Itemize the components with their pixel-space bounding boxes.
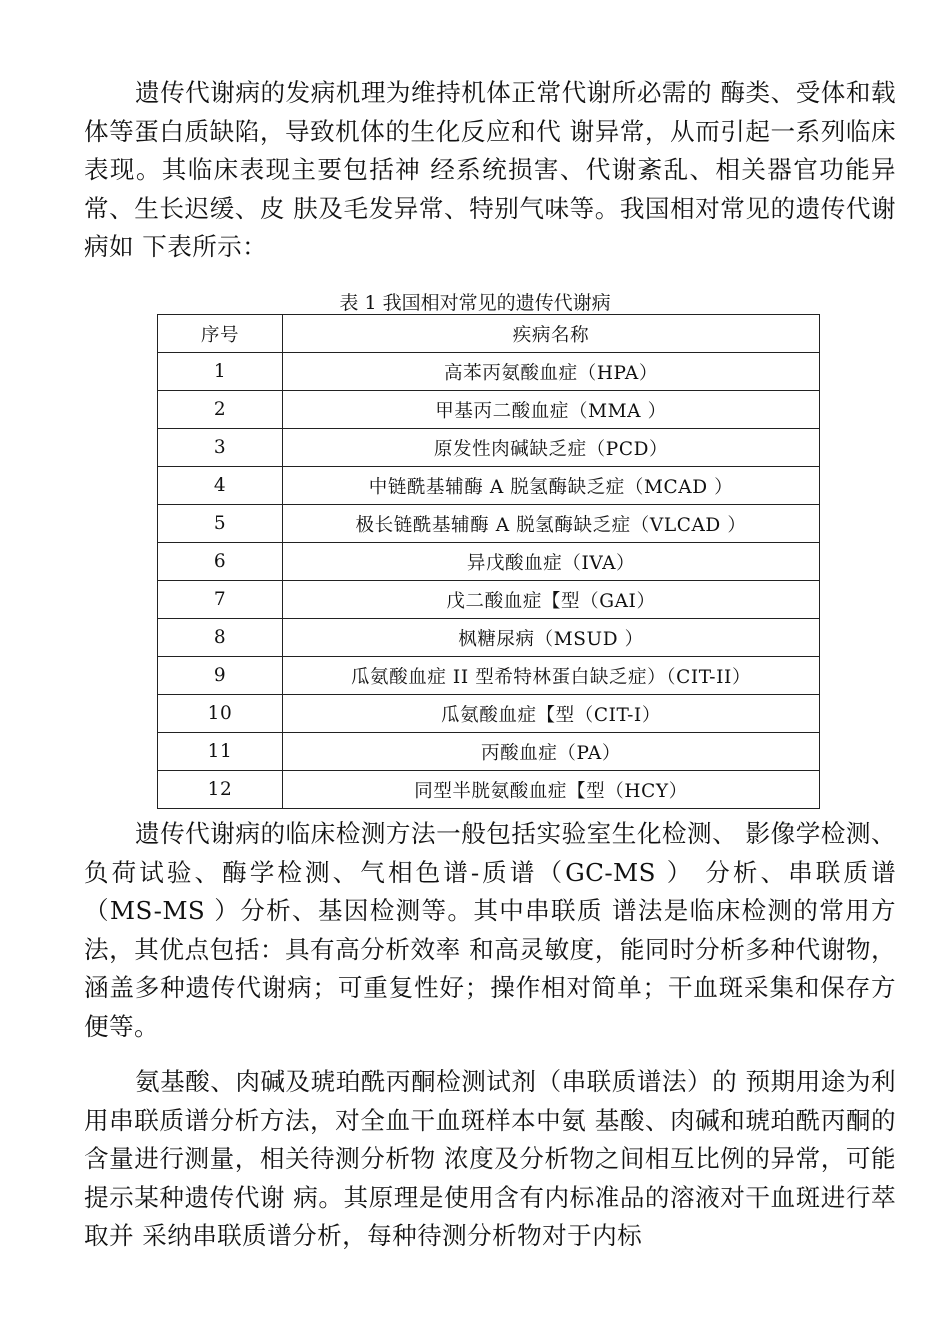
disease-name: 甲基丙二酸血症（MMA ） (283, 391, 820, 429)
row-number: 1 (158, 353, 283, 391)
table-row (158, 657, 820, 695)
table-row (158, 429, 820, 467)
table-row (158, 771, 820, 809)
disease-name: 中链酰基辅酶 A 脱氢酶缺乏症（MCAD ） (283, 467, 820, 505)
disease-name: 丙酸血症（PA） (283, 733, 820, 771)
row-number: 2 (158, 391, 283, 429)
reagent-purpose-paragraph: 氨基酸、肉碱及琥珀酰丙酮检测试剂（串联质谱法）的 预期用途为利用串联质谱分析方法，对全血干血斑样本中氨 基酸、肉碱和琥珀酰丙酮的含量进行测量，相关待测分析物 浓度及分析物之间相互比例的异常，可能提示某种遗传代谢 病。其原理是使用含有内标准品的溶液对干血斑进行萃取并 采纳串联质谱分析，每种待测分析物对于内标 (84, 1067, 896, 1251)
header-disease-name: 疾病名称 (283, 315, 820, 353)
table-header-row (158, 315, 820, 353)
disease-name: 异戊酸血症（IVA） (283, 543, 820, 581)
row-number: 9 (158, 657, 283, 695)
disease-name: 同型半胱氨酸血症【型（HCY） (283, 771, 820, 809)
disease-name: 枫糖尿病（MSUD ） (283, 619, 820, 657)
row-number: 10 (158, 695, 283, 733)
row-number: 6 (158, 543, 283, 581)
row-number: 12 (158, 771, 283, 809)
disease-name: 高苯丙氨酸血症（HPA） (283, 353, 820, 391)
table-row (158, 619, 820, 657)
intro-paragraph: 遗传代谢病的发病机理为维持机体正常代谢所必需的 酶类、受体和载体等蛋白质缺陷，导致机体的生化反应和代 谢异常，从而引起一系列临床表现。其临床表现主要包括神 经系统损害、代谢紊乱、相关器官功能异常、生长迟缓、皮 肤及毛发异常、特别气味等。我国相对常见的遗传代谢病如 下表所示： (84, 78, 896, 262)
table-row (158, 695, 820, 733)
disease-name: 极长链酰基辅酶 A 脱氢酶缺乏症（VLCAD ） (283, 505, 820, 543)
disease-name: 瓜氨酸血症 II 型希特林蛋白缺乏症）（CIT-II） (283, 657, 820, 695)
table-row (158, 353, 820, 391)
disease-name: 戊二酸血症【型（GAI） (283, 581, 820, 619)
row-number: 11 (158, 733, 283, 771)
table-row (158, 543, 820, 581)
table-row (158, 467, 820, 505)
header-number: 序号 (158, 315, 283, 353)
table-caption: 表 1 我国相对常见的遗传代谢病 (339, 292, 611, 314)
row-number: 8 (158, 619, 283, 657)
row-number: 4 (158, 467, 283, 505)
table-row (158, 505, 820, 543)
table-row (158, 733, 820, 771)
table-row (158, 581, 820, 619)
detection-methods-paragraph: 遗传代谢病的临床检测方法一般包括实验室生化检测、 影像学检测、负荷试验、酶学检测、气相色谱-质谱（GC-MS ） 分析、串联质谱（MS-MS ）分析、基因检测等。其中串联质 谱法是临床检测的常用方法，其优点包括：具有高分析效率 和高灵敏度，能同时分析多种代谢物，涵盖多种遗传代谢病；可重复性好；操作相对简单；干血斑采集和保存方便等。 (84, 819, 896, 1041)
disease-name: 瓜氨酸血症【型（CIT-I） (283, 695, 820, 733)
table-row (158, 391, 820, 429)
disease-table (157, 314, 820, 809)
disease-name: 原发性肉碱缺乏症（PCD） (283, 429, 820, 467)
row-number: 7 (158, 581, 283, 619)
row-number: 3 (158, 429, 283, 467)
row-number: 5 (158, 505, 283, 543)
